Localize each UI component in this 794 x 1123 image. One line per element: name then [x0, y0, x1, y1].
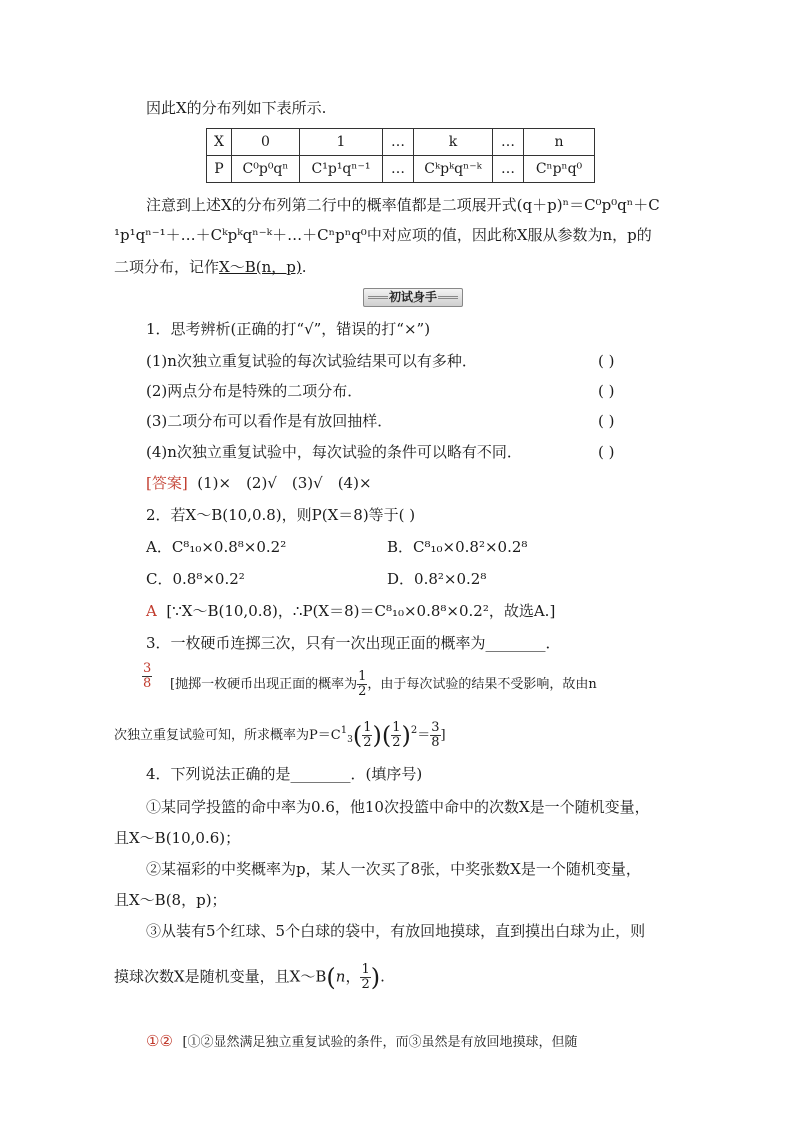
answer-choice: ①②: [146, 1032, 173, 1050]
statement-1-cont: 且X～B(10,0.6)；: [114, 829, 241, 847]
question-2-title: 2．若X～B(10,0.8)，则P(X＝8)等于( ): [146, 506, 416, 524]
denominator: 8: [431, 735, 440, 750]
option-b: B．C⁸₁₀×0.8²×0.2⁸: [387, 538, 528, 556]
question-4-answer: [146, 1030, 578, 1054]
paren-glyph: )(: [372, 721, 392, 750]
question-1-title: 1．思考辨析(正确的打“√”，错误的打“×”): [146, 320, 431, 338]
variable-n: n: [335, 967, 346, 986]
table-cell: Cⁿpⁿq⁰: [524, 156, 595, 183]
option-a: A．C⁸₁₀×0.8⁸×0.2²: [146, 538, 287, 556]
answer-paren: ( ): [598, 443, 615, 461]
answer-choice: A: [146, 602, 157, 620]
numerator: 1: [392, 720, 401, 735]
option-d: D．0.8²×0.2⁸: [387, 570, 487, 588]
note-line-1: 注意到上述X的分布列第二行中的概率值都是二项展开式(q＋p)ⁿ＝C⁰p⁰qⁿ＋C: [146, 196, 660, 214]
denominator: 8: [143, 676, 152, 691]
statement-3-cont: 摸球次数X是随机变量，且X～B(n， $\frac{1}{2}$ ).: [114, 962, 385, 992]
denominator: 2: [358, 684, 367, 699]
statement-3: ③从装有5个红球、5个白球的袋中，有放回地摸球，直到摸出白球为止，则: [146, 922, 646, 940]
explanation-text: ]: [440, 728, 446, 743]
notation-underlined: X～B(n，p): [219, 258, 302, 276]
question-3-title: 3．一枚硬币连掷三次，只有一次出现正面的概率为________．: [146, 634, 561, 652]
answer-label: [答案]: [146, 474, 188, 492]
table-cell: 0: [232, 129, 300, 156]
table-cell: …: [493, 129, 524, 156]
question-3-explanation-2: 次独立重复试验可知，所求概率为$P=C^1_3$( $\frac{1}{2}$ )( $\frac{1}{2}$ )$^2$＝ $\frac{3}{8}$ ]: [114, 720, 446, 750]
denominator: 2: [361, 977, 370, 992]
question-3-explanation-1: [170, 670, 597, 699]
numerator: 1: [358, 669, 367, 684]
explanation-text: 次独立重复试验可知，所求概率为P＝C: [114, 728, 341, 743]
answer-paren: ( ): [598, 412, 615, 430]
answer-paren: ( ): [598, 352, 615, 370]
fraction-half: [357, 670, 367, 699]
numerator: 3: [431, 720, 440, 735]
fraction-half: [360, 963, 370, 992]
table-cell: …: [383, 156, 414, 183]
question-3-answer-fraction: [142, 662, 152, 691]
paren-glyph: ): [370, 963, 381, 992]
question-1-item: (4)n次独立重复试验中，每次试验的条件可以略有不同．: [146, 443, 522, 461]
question-2-answer: [146, 600, 555, 622]
numerator: 1: [363, 720, 372, 735]
subscript: 3: [347, 735, 353, 745]
explanation-text: [抛掷一枚硬币出现正面的概率为: [170, 677, 358, 692]
note-line-2: ¹p¹qⁿ⁻¹＋…＋Cᵏpᵏqⁿ⁻ᵏ＋…＋Cⁿpⁿq⁰中对应项的值，因此称X服从参数为n，p的: [114, 226, 652, 244]
table-cell: X: [207, 129, 232, 156]
statement-2-cont: 且X～B(8，p)；: [114, 891, 227, 909]
table-cell: Cᵏpᵏqⁿ⁻ᵏ: [414, 156, 493, 183]
section-badge: 初试身手: [363, 288, 463, 307]
superscript: 1: [340, 725, 348, 736]
question-1-item: (1)n次独立重复试验的每次试验结果可以有多种．: [146, 352, 477, 370]
intro-text: 因此X的分布列如下表所示.: [146, 99, 327, 117]
question-1-item: (2)两点分布是特殊的二项分布．: [146, 382, 363, 400]
option-c: C．0.8⁸×0.2²: [146, 570, 245, 588]
denominator: 2: [392, 735, 401, 750]
answer-text: (1)× (2)√ (3)√ (4)×: [197, 474, 372, 492]
fraction: [430, 721, 440, 750]
table-cell: C⁰p⁰qⁿ: [232, 156, 300, 183]
distribution-table: [206, 128, 595, 183]
table-cell: 1: [300, 129, 383, 156]
numerator: 3: [143, 661, 152, 676]
table-cell: P: [207, 156, 232, 183]
statement-1: ①某同学投篮的命中率为0.6，他10次投篮中命中的次数X是一个随机变量，: [146, 798, 650, 816]
question-1-answer: [146, 472, 372, 494]
numerator: 1: [361, 962, 370, 977]
note-text: .: [301, 258, 307, 276]
explanation-text: ，由于每次试验的结果不受影响，故由n: [367, 677, 597, 692]
fraction-half: [362, 721, 372, 750]
superscript: 2: [410, 725, 418, 736]
note-text: 二项分布，记作: [114, 258, 220, 276]
statement-2: ②某福彩的中奖概率为p，某人一次买了8张，中奖张数X是一个随机变量，: [146, 860, 641, 878]
note-line-3: [114, 256, 306, 278]
denominator: 2: [363, 735, 372, 750]
fraction-half: [391, 721, 401, 750]
table-row: [207, 129, 595, 156]
question-1-item: (3)二项分布可以看作是有放回抽样．: [146, 412, 393, 430]
paren-glyph: ): [401, 721, 411, 750]
table-cell: n: [524, 129, 595, 156]
table-cell: C¹p¹qⁿ⁻¹: [300, 156, 383, 183]
fraction: [142, 662, 152, 691]
table-row: [207, 156, 595, 183]
table-cell: k: [414, 129, 493, 156]
paren-glyph: (: [352, 721, 363, 750]
statement-text: 摸球次数X是随机变量，且X～B: [114, 967, 327, 986]
question-4-title: 4．下列说法正确的是________．(填序号): [146, 765, 423, 783]
table-cell: …: [493, 156, 524, 183]
answer-explanation: [∵X～B(10,0.8)，∴P(X＝8)＝C⁸₁₀×0.8⁸×0.2²，故选A.]: [166, 602, 556, 620]
answer-explanation: [①②显然满足独立重复试验的条件，而③虽然是有放回地摸球，但随: [182, 1035, 578, 1050]
answer-paren: ( ): [598, 382, 615, 400]
table-cell: …: [383, 129, 414, 156]
paren-glyph: (: [326, 963, 336, 992]
